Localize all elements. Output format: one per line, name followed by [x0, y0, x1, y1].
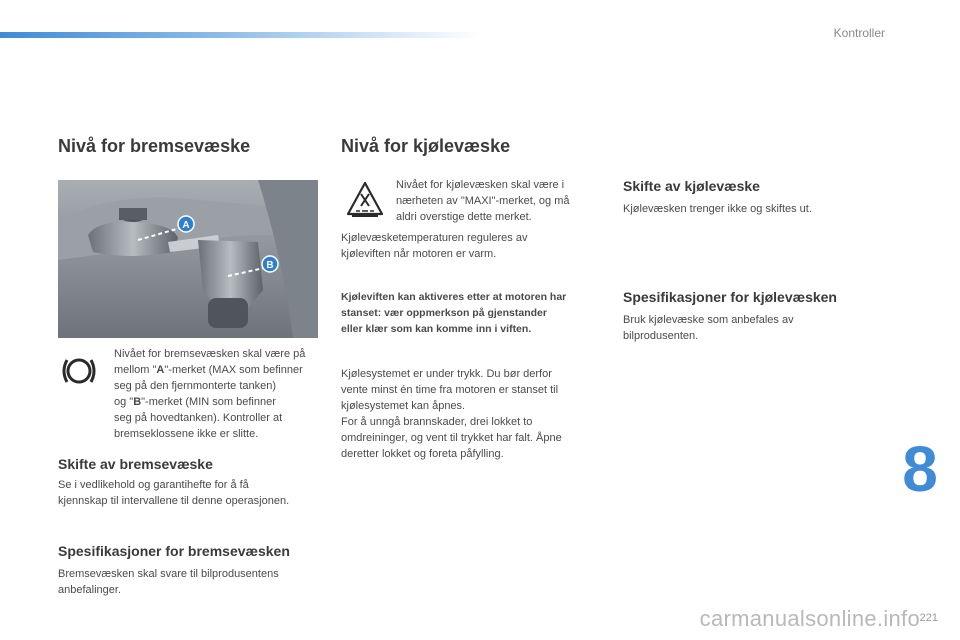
brake-spec-text: Bremsevæsken skal svare til bilprodusentens anbefalinger.	[58, 568, 279, 596]
page-number: 221	[919, 612, 938, 624]
brake-change-text: Se i vedlikehold og garantihefte for å få kjennskap til intervallene til denne operasjonen.	[58, 479, 290, 507]
watermark: carmanualsonline.info	[699, 606, 920, 631]
coolant-title: Nivå for kjølevæske	[341, 136, 511, 156]
fan-warning-text: Kjøleviften kan aktiveres etter at motoren har stanset: vær oppmerkson på gjenstander eller klær som kan komme inn i viften.	[341, 291, 567, 335]
reservoir-illustration	[58, 180, 318, 338]
coolant-spec-title: Spesifikasjoner for kjølevæsken	[623, 289, 837, 305]
section-name: Kontroller	[833, 26, 885, 40]
brake-change-title: Skifte av bremsevæske	[58, 456, 213, 472]
coolant-temp-text: Kjølevæsketemperaturen reguleres av kjøleviften når motoren er varm.	[341, 232, 528, 260]
brake-fluid-title: Nivå for bremsevæske	[58, 136, 251, 156]
coolant-level-text: Nivået for kjølevæsken skal være i nærheten av "MAXI"-merket, og må aldri overstige dette merket.	[396, 179, 570, 223]
brake-reservoir-photo	[58, 180, 318, 338]
brake-warning-icon	[60, 352, 98, 390]
label-b: B	[266, 260, 274, 271]
header-accent-bar	[0, 32, 480, 38]
label-a: A	[182, 220, 190, 231]
brake-spec-title: Spesifikasjoner for bremsevæsken	[58, 543, 290, 559]
coolant-change-title: Skifte av kjølevæske	[623, 178, 760, 194]
brake-level-text: Nivået for bremsevæsken skal være på mellom "A"-merket (MAX som befinner seg på den fjernmonterte tanken) og "B"-merket (MIN som befinner seg på hovedtanken). Kontroller at bremseklossene ikke er slitte.	[114, 348, 306, 440]
chapter-number: 8	[902, 433, 938, 505]
coolant-change-text: Kjølevæsken trenger ikke og skiftes ut.	[623, 203, 812, 215]
pressure-text: Kjølesystemet er under trykk. Du bør derfor vente minst én time fra motoren er stanset til kjølesystemet kan åpnes. For å unngå brannskader, drei lokket to omdreininger, og vent til trykket har falt. Åpne deretter lokket og foreta påfylling.	[341, 368, 562, 460]
coolant-warning-icon	[345, 180, 385, 220]
coolant-spec-text: Bruk kjølevæske som anbefales av bilprodusenten.	[623, 314, 794, 342]
